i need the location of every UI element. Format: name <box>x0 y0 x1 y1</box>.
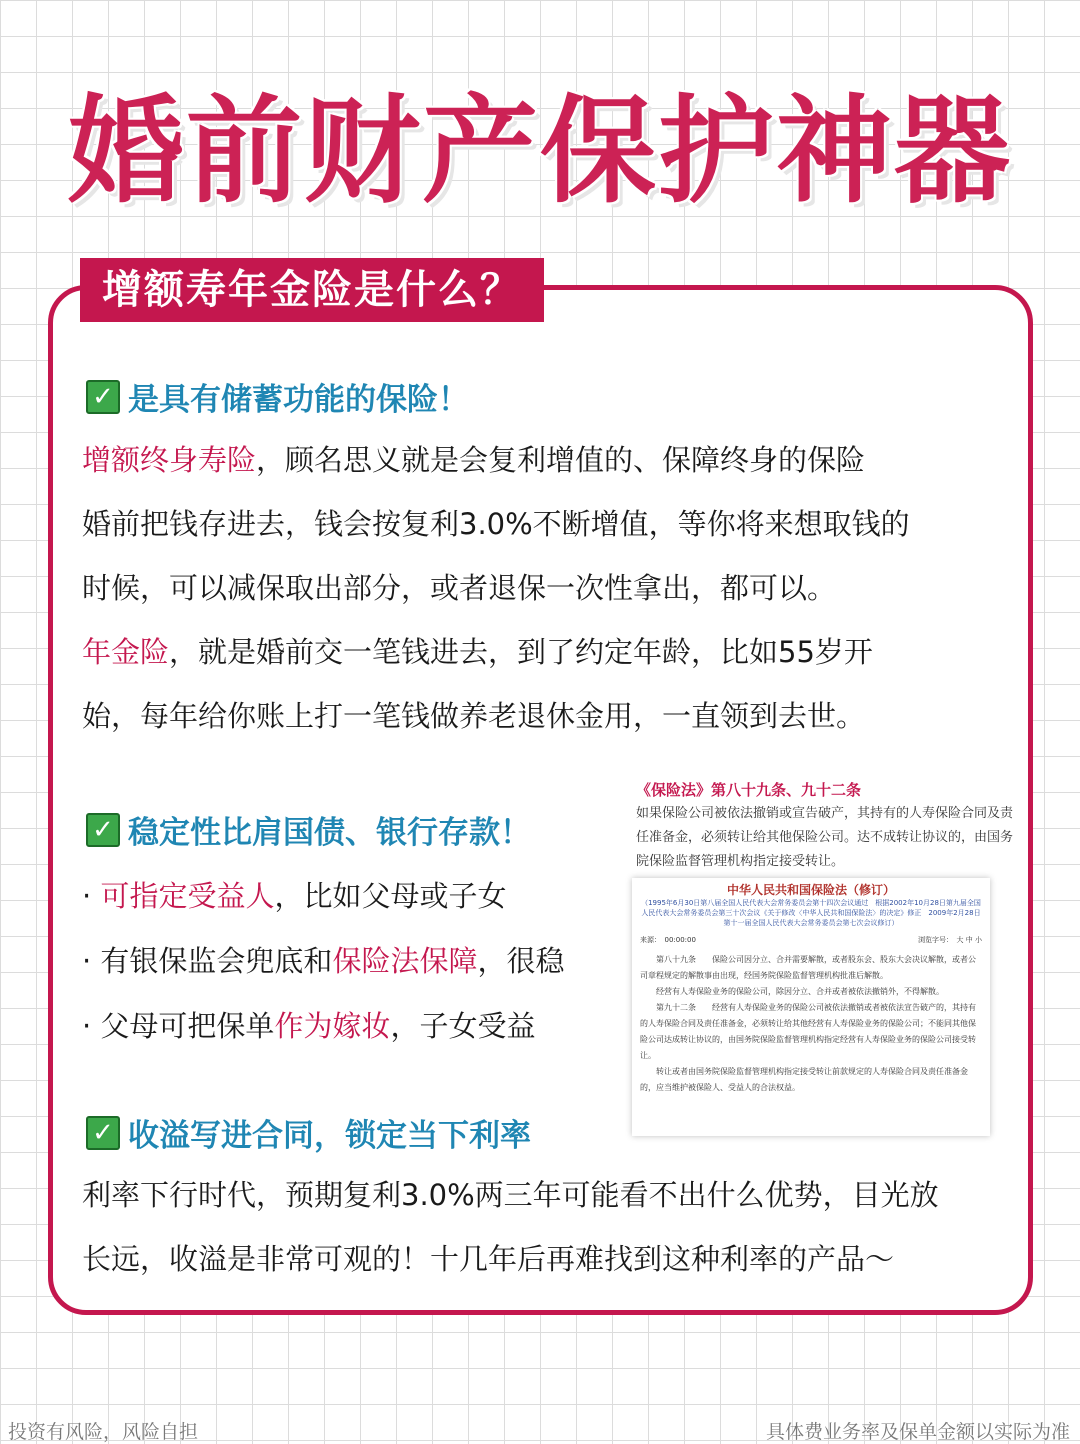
line-text: 时候，可以减保取出部分，或者退保一次性拿出，都可以。 <box>82 571 837 605</box>
line-text: 始，每年给你账上打一笔钱做养老退休金用，一直领到去世。 <box>82 699 866 733</box>
doc-meta-right: 浏览字号： 大 中 小 <box>918 936 982 944</box>
doc-paragraph: 经营有人寿保险业务的保险公司，除因分立、合并或者被依法撤销外，不得解散。 <box>656 987 944 996</box>
risk-disclaimer: 投资有风险，风险自担 <box>8 1421 199 1443</box>
highlight-term: 年金险 <box>82 635 170 669</box>
law-caption-text: 如果保险公司被依法撤销或宣告破产，其持有的人寿保险合同及责任准备金，必须转让给其他保险公司。达不成转让协议的，由国务院保险监督管理机构指定接受转让。 <box>636 806 1014 869</box>
paragraph-line <box>82 620 873 684</box>
doc-paragraph: 转让或者由国务院保险监督管理机构指定接受转让前款规定的人寿保险合同及责任准备金的，应当维护被保险人、受益人的合法权益。 <box>640 1067 968 1092</box>
bullet-text: ，比如父母或子女 <box>274 879 507 913</box>
bullet-item <box>82 939 564 980</box>
check-box-icon: ✓ <box>86 813 120 847</box>
line-text: ，顾名思义就是会复利增值的、保障终身的保险 <box>256 443 866 477</box>
highlight-term: 作为嫁妆 <box>274 1009 391 1043</box>
heading-stability <box>86 807 531 852</box>
check-box-icon: ✓ <box>86 380 120 414</box>
terms-disclaimer: 具体费业务率及保单金额以实际为准 <box>765 1421 1070 1443</box>
bullet-text: ，很稳 <box>477 944 565 978</box>
paragraph-line <box>82 428 865 492</box>
law-caption <box>636 778 1016 874</box>
line-text: 婚前把钱存进去，钱会按复利3.0%不断增值，等你将来想取钱的 <box>82 507 910 541</box>
doc-meta <box>640 932 982 948</box>
doc-paragraph: 第八十九条 保险公司因分立、合并需要解散，或者股东会、股东大会决议解散，或者公司章程规定的解散事由出现，经国务院保险监督管理机构批准后解散。 <box>640 955 976 980</box>
bullet-text: · 有银保监会兜底和 <box>82 944 333 978</box>
heading-savings <box>86 374 469 419</box>
section-banner: 增额寿年金险是什么？ <box>80 258 544 322</box>
doc-meta-left: 来源： 00:00:00 <box>640 936 696 944</box>
paragraph-line <box>82 684 865 748</box>
heading-contract <box>86 1110 531 1155</box>
line-text: ，就是婚前交一笔钱进去，到了约定年龄，比如55岁开 <box>169 635 873 669</box>
check-box-icon: ✓ <box>86 1116 120 1150</box>
heading-contract-text: 收溢写进合同，锁定当下利率 <box>128 1118 531 1154</box>
highlight-term: 保险法保障 <box>332 944 478 978</box>
heading-savings-text: 是具有储蓄功能的保险！ <box>128 382 469 418</box>
bullet-text: · <box>82 879 101 913</box>
highlight-term: 增额终身寿险 <box>82 443 257 477</box>
bullet-text: · 父母可把保单 <box>82 1009 275 1043</box>
law-caption-title: 《保险法》第八十九条、九十二条 <box>636 781 862 799</box>
bullet-item <box>82 874 506 915</box>
doc-title: 中华人民共和国保险法（修订） <box>726 883 895 897</box>
paragraph-line: 利率下行时代，预期复利3.0%两三年可能看不出什么优势，目光放 <box>82 1178 939 1212</box>
highlight-term: 可指定受益人 <box>100 879 275 913</box>
doc-paragraph: 第九十二条 经营有人寿保险业务的保险公司被依法撤销或者被依法宣告破产的，其持有的人寿保险合同及责任准备金，必须转让给其他经营有人寿保险业务的保险公司；不能同其他保险公司达成转让协议的，由国务院保险监督管理机构指定经营有人寿保险业务的保险公司接受转让。 <box>640 1003 976 1060</box>
law-document-image <box>632 878 990 1136</box>
bullet-text: ，子女受益 <box>390 1009 536 1043</box>
bullet-item <box>82 1004 535 1045</box>
paragraph-line <box>82 492 910 556</box>
paragraph-line: 长远，收溢是非常可观的！十几年后再难找到这种利率的产品～ <box>82 1242 895 1276</box>
heading-stability-text: 稳定性比肩国债、银行存款！ <box>128 815 531 851</box>
doc-subtitle: （1995年6月30日第八届全国人民代表大会常务委员会第十四次会议通过 根据2002年10月28日第九届全国人民代表大会常务委员会第三十次会议《关于修改〈中华人民共和国保险法〉的决定》修正 2009年2月28日第十一届全国人民代表大会常务委员会第七次会议修订） <box>641 899 981 927</box>
paragraph-line <box>82 556 836 620</box>
page-title: 婚前财产保护神器 <box>68 84 1012 219</box>
